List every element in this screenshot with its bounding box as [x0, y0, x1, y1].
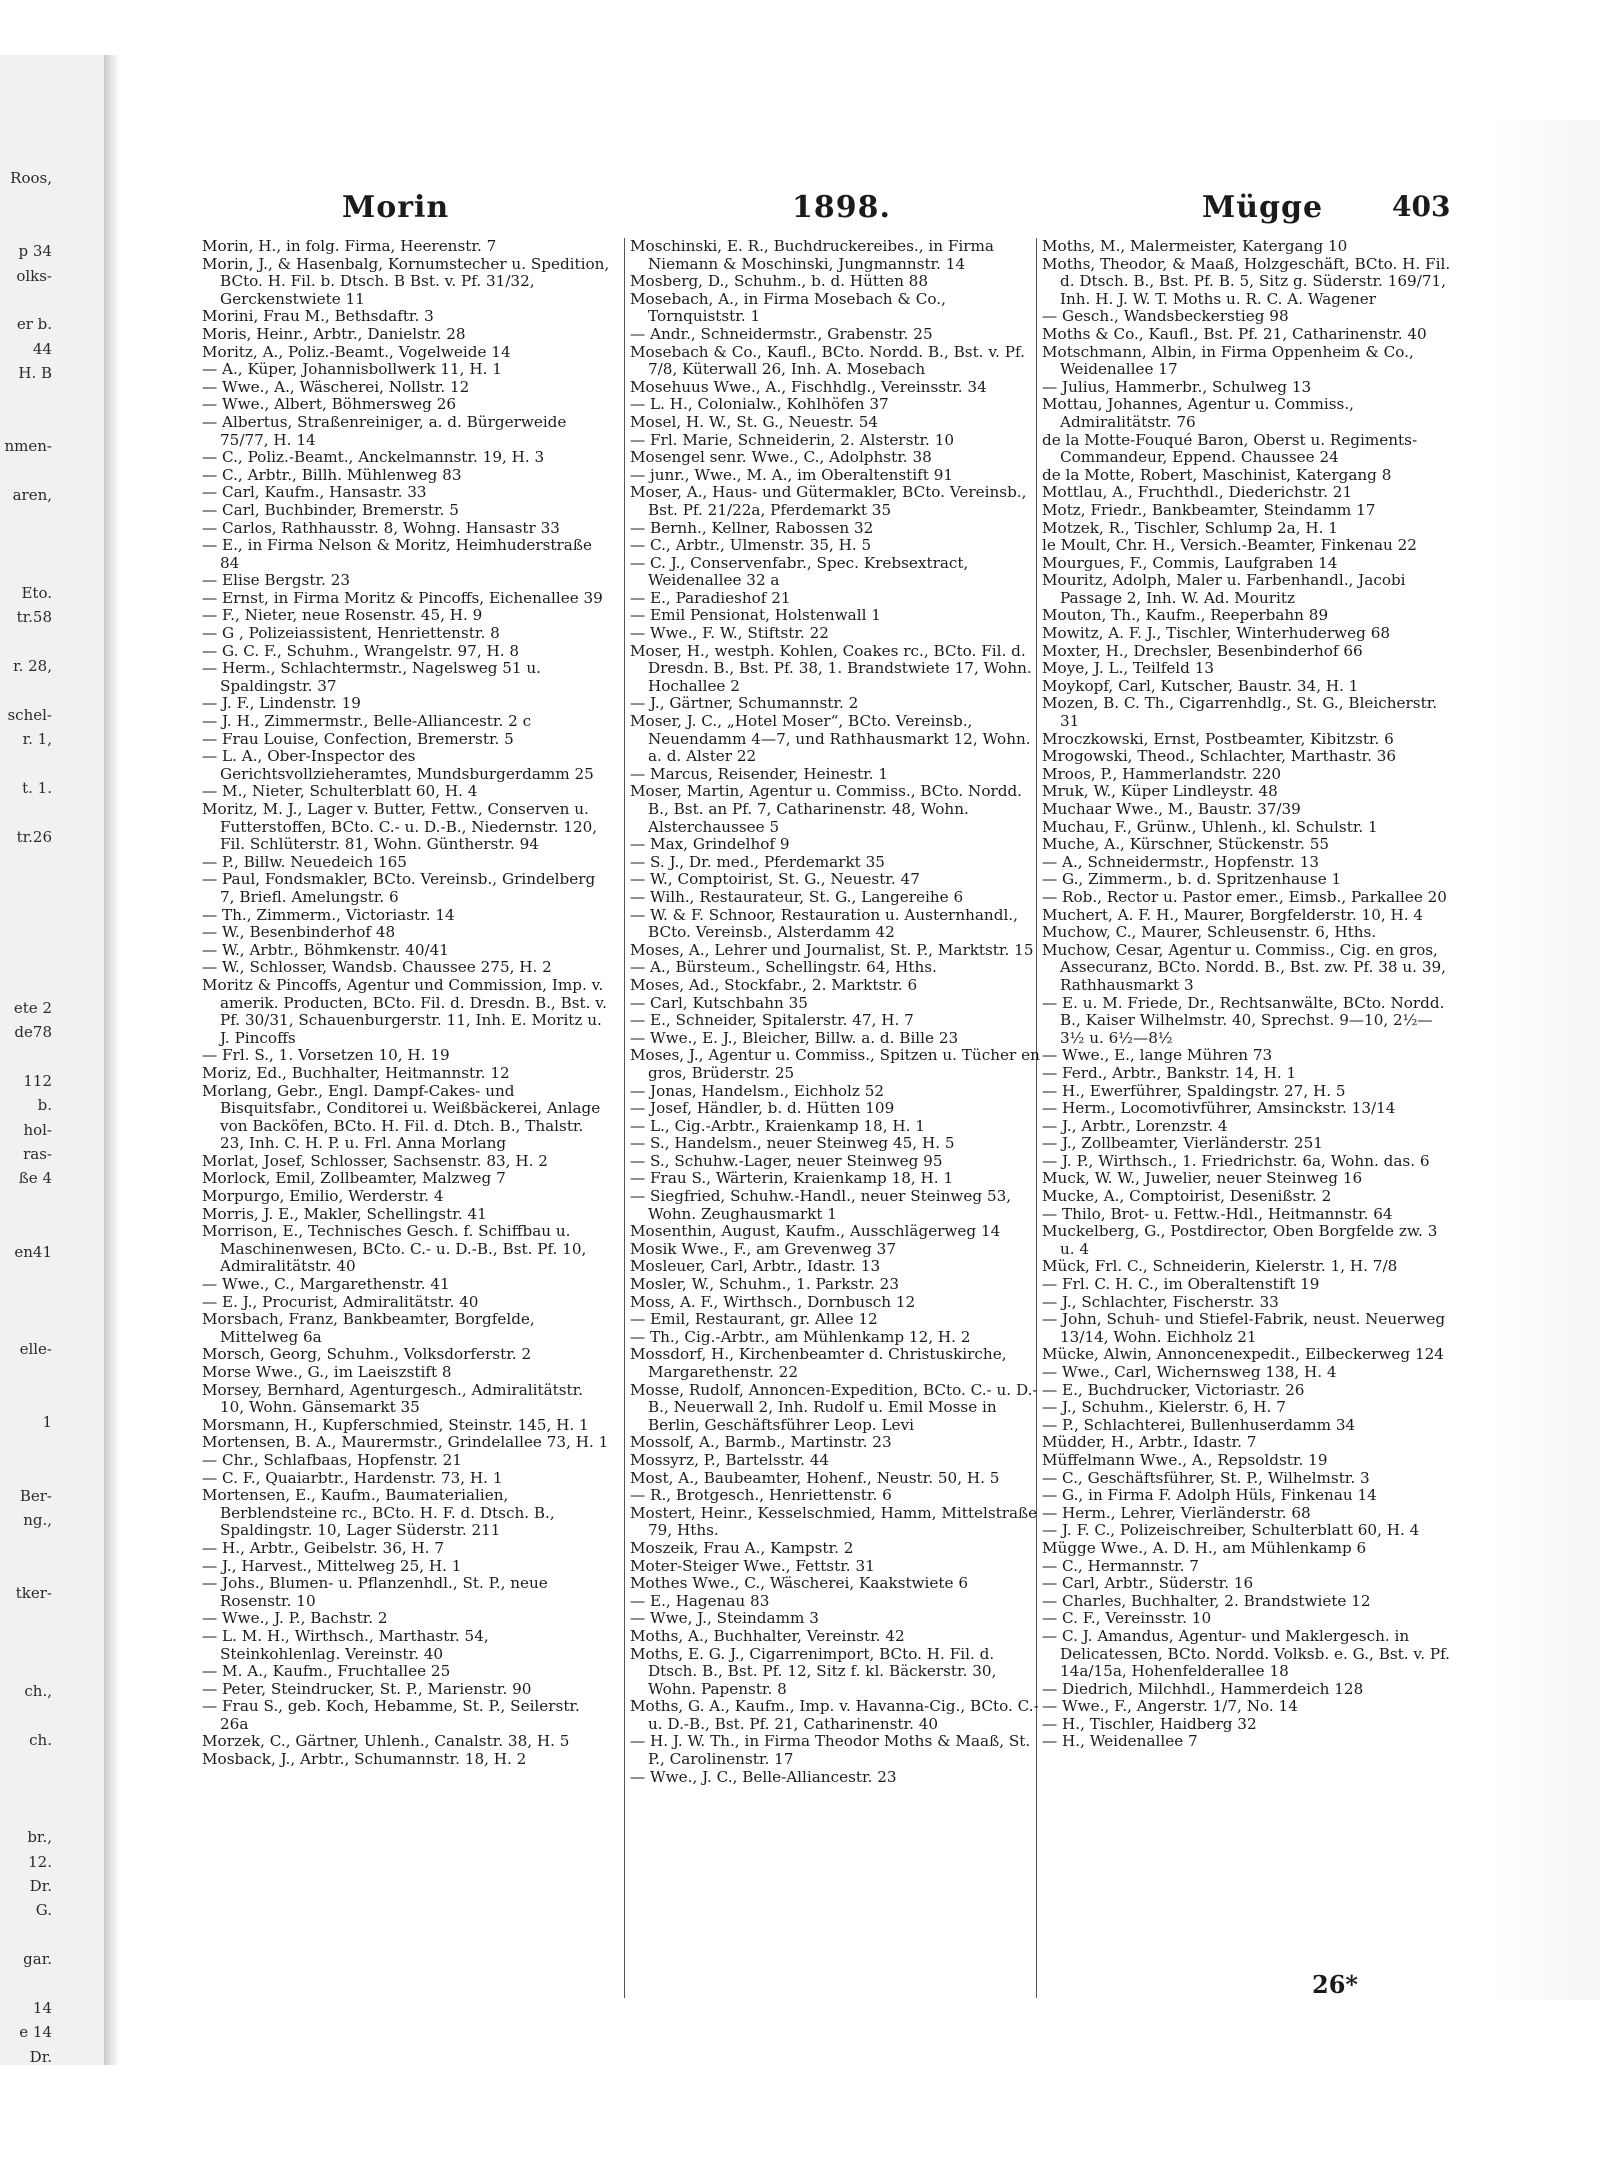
directory-entry: — C., Poliz.-Beamt., Anckelmannstr. 19, H. 3 — [202, 448, 545, 467]
directory-entry: — H., Ewerführer, Spaldingstr. 27, H. 5 — [1042, 1081, 1346, 1100]
directory-entry: — E., Buchdrucker, Victoriastr. 26 — [1042, 1380, 1305, 1399]
facing-page-line: ete 2 — [13, 998, 52, 1017]
directory-entry: Moser, A., Haus- und Gütermakler, BCto. Vereinsb., Bst. Pf. 21/22a, Pferdemarkt 35 — [630, 483, 1027, 519]
facing-page-line: ße 4 — [18, 1169, 52, 1188]
facing-page-line: Dr. — [29, 1877, 52, 1895]
directory-entry: Motz, Friedr., Bankbeamter, Steindamm 17 — [1042, 500, 1376, 519]
facing-page-line — [0, 555, 52, 582]
directory-entry: — Diedrich, Milchhdl., Hammerdeich 128 — [1042, 1679, 1364, 1698]
facing-page-line — [0, 287, 52, 314]
directory-entry: Morin, J., & Hasenbalg, Kornumstecher u. Spedition, BCto. H. Fil. b. Dtsch. B Bst. v. Pf. 31/32, Gerckenstwiete 11 — [202, 254, 610, 308]
directory-entry: Moths, Theodor, & Maaß, Holzgeschäft, BCto. H. Fil. d. Dtsch. B., Bst. Pf. B. 5, Sitz g. Süderstr. 169/71, Inh. H. J. W. T. Moths u. R. C. A. Wagener — [1042, 254, 1451, 308]
directory-entry: Moykopf, Carl, Kutscher, Baustr. 34, H. 1 — [1042, 676, 1359, 695]
directory-entry: Moser, H., westph. Kohlen, Coakes rc., BCto. Fil. d. Dresdn. B., Bst. Pf. 38, 1. Brandstwiete 17, Wohn. Hochallee 2 — [630, 641, 1032, 695]
directory-entry: — P., Schlachterei, Bullenhuserdamm 34 — [1042, 1415, 1356, 1434]
directory-entry: Mothes Wwe., C., Wäscherei, Kaakstwiete 6 — [630, 1574, 968, 1593]
directory-entry: Moths, E. G. J., Cigarrenimport, BCto. H. Fil. d. Dtsch. B., Bst. Pf. 12, Sitz f. kl. Bäckerstr. 30, Wohn. Papenstr. 8 — [630, 1644, 997, 1698]
directory-entry: — J. F., Lindenstr. 19 — [202, 694, 361, 713]
facing-page-line — [0, 897, 52, 924]
column-1 — [202, 238, 612, 1998]
directory-entry: de la Motte-Fouqué Baron, Oberst u. Regiments-Commandeur, Eppend. Chaussee 24 — [1042, 430, 1418, 467]
facing-page-line: t. 1. — [22, 779, 52, 797]
header-year: 1898. — [792, 190, 891, 225]
directory-entry: — J., Arbtr., Lorenzstr. 4 — [1042, 1116, 1228, 1135]
directory-entry: — G., in Firma F. Adolph Hüls, Finkenau 14 — [1042, 1486, 1377, 1505]
directory-entry: Morpurgo, Emilio, Werderstr. 4 — [202, 1187, 444, 1206]
directory-entry: Mroczkowski, Ernst, Postbeamter, Kibitzstr. 6 — [1042, 729, 1394, 748]
directory-entry: — M. A., Kaufm., Fruchtallee 25 — [202, 1662, 451, 1681]
facing-page-line: de78 — [14, 1023, 52, 1041]
facing-page-line — [0, 629, 52, 656]
directory-entry: — Rob., Rector u. Pastor emer., Eimsb., Parkallee 20 — [1042, 887, 1447, 906]
header-left-catchword: Morin — [342, 190, 450, 225]
facing-page-line — [0, 873, 52, 900]
directory-entry: — H., Arbtr., Geibelstr. 36, H. 7 — [202, 1538, 445, 1557]
directory-entry: — Chr., Schlafbaas, Hopfenstr. 21 — [202, 1450, 462, 1469]
directory-entry: — Peter, Steindrucker, St. P., Marienstr. 90 — [202, 1679, 532, 1698]
facing-page-line — [0, 751, 52, 778]
directory-entry: Morse Wwe., G., im Laeiszstift 8 — [202, 1363, 452, 1381]
directory-entry: Muche, A., Kürschner, Stückenstr. 55 — [1042, 835, 1330, 854]
directory-entry: — R., Brotgesch., Henriettenstr. 6 — [630, 1486, 892, 1505]
facing-page-line — [0, 1653, 52, 1680]
directory-entry: — A., Schneidermstr., Hopfenstr. 13 — [1042, 852, 1320, 871]
facing-page-line — [0, 1775, 52, 1802]
directory-entry: — Carl, Buchbinder, Bremerstr. 5 — [202, 500, 459, 519]
running-header — [192, 180, 1492, 236]
directory-entry: Muckelberg, G., Postdirector, Oben Borgfelde zw. 3 u. 4 — [1042, 1222, 1438, 1258]
directory-entry: — Frau S., Wärterin, Kraienkamp 18, H. 1 — [630, 1169, 954, 1188]
directory-entry: — C. F., Vereinsstr. 10 — [1042, 1609, 1212, 1628]
directory-entry: — A., Küper, Johannisbollwerk 11, H. 1 — [202, 360, 502, 379]
directory-entry: — Herm., Locomotivführer, Amsinckstr. 13/14 — [1042, 1099, 1396, 1118]
directory-entry: — S., Handelsm., neuer Steinweg 45, H. 5 — [630, 1134, 955, 1153]
directory-entry: Mouton, Th., Kaufm., Reeperbahn 89 — [1042, 606, 1329, 625]
directory-entry: Morlat, Josef, Schlosser, Sachsenstr. 83, H. 2 — [202, 1151, 548, 1170]
directory-entry: Morini, Frau M., Bethsdaftr. 3 — [202, 307, 434, 326]
facing-page-line: 14 — [32, 1999, 52, 2017]
directory-entry: Mruk, W., Küper Lindleystr. 48 — [1042, 782, 1278, 801]
directory-entry: — Wwe., J. C., Belle-Alliancestr. 23 — [630, 1767, 897, 1786]
directory-entry: Moss, A. F., Wirthsch., Dornbusch 12 — [630, 1292, 916, 1311]
directory-entry: — H., Tischler, Haidberg 32 — [1042, 1714, 1257, 1733]
facing-page-line — [0, 409, 52, 436]
facing-page-line — [0, 507, 52, 534]
directory-entry: — F., Nieter, neue Rosenstr. 45, H. 9 — [202, 606, 483, 625]
directory-entry: — E., Schneider, Spitalerstr. 47, H. 7 — [630, 1011, 914, 1030]
facing-page-line — [0, 1971, 52, 1998]
directory-entry: — Wwe., F., Angerstr. 1/7, No. 14 — [1042, 1697, 1298, 1716]
directory-entry: Mostert, Heinr., Kesselschmied, Hamm, Mittelstraße 79, Hths. — [630, 1503, 1038, 1540]
directory-entry: — W., Schlosser, Wandsb. Chaussee 275, H. 2 — [202, 958, 552, 977]
directory-page — [192, 180, 1492, 2020]
directory-entry: Moses, J., Agentur u. Commiss., Spitzen u. Tücher en gros, Brüderstr. 25 — [630, 1046, 1040, 1082]
directory-entry: — Wwe., A., Wäscherei, Nollstr. 12 — [202, 377, 470, 396]
directory-entry: — C. F., Quaiarbtr., Hardenstr. 73, H. 1 — [202, 1468, 503, 1487]
facing-page-line: gar. — [23, 1950, 52, 1969]
directory-entry: — C., Hermannstr. 7 — [1042, 1556, 1199, 1575]
facing-page-line: 112 — [23, 1071, 52, 1090]
facing-page-line: er b. — [16, 315, 52, 334]
directory-entry: — Bernh., Kellner, Rabossen 32 — [630, 518, 874, 537]
directory-entry: — Th., Cig.-Arbtr., am Mühlenkamp 12, H. 2 — [630, 1327, 971, 1346]
directory-entry: — P., Billw. Neuedeich 165 — [202, 852, 407, 871]
facing-page-line — [0, 1800, 52, 1827]
directory-entry: — E., Paradieshof 21 — [630, 588, 791, 607]
directory-entry: — Emil Pensionat, Holstenwall 1 — [630, 606, 881, 625]
directory-entry: Moriz, Ed., Buchhalter, Heitmannstr. 12 — [202, 1063, 510, 1082]
directory-entry: Muck, W. W., Juwelier, neuer Steinweg 16 — [1042, 1169, 1363, 1188]
directory-entry: — Marcus, Reisender, Heinestr. 1 — [630, 764, 889, 783]
directory-entry: — Wwe., Albert, Böhmersweg 26 — [202, 395, 457, 414]
facing-page-line: schel- — [7, 705, 52, 724]
facing-page-line — [0, 1214, 52, 1241]
directory-entry: Mossolf, A., Barmb., Martinstr. 23 — [630, 1433, 892, 1452]
directory-entry: — E. J., Procurist, Admiralitätstr. 40 — [202, 1292, 479, 1311]
directory-entry: Mourgues, F., Commis, Laufgraben 14 — [1042, 553, 1338, 572]
directory-entry: — G. C. F., Schuhm., Wrangelstr. 97, H. 8 — [202, 641, 520, 660]
directory-entry: — S. J., Dr. med., Pferdemarkt 35 — [630, 852, 885, 871]
directory-entry: Moschinski, E. R., Buchdruckereibes., in Firma Niemann & Moschinski, Jungmannstr. 14 — [630, 238, 994, 273]
directory-entry: Moths, G. A., Kaufm., Imp. v. Havanna-Cig., BCto. C.- u. D.-B., Bst. Pf. 21, Catharinenstr. 40 — [630, 1697, 1039, 1733]
directory-entry: — Josef, Händler, b. d. Hütten 109 — [630, 1099, 895, 1118]
facing-page-line: r. 28, — [13, 657, 52, 675]
directory-entry: — Wwe., Carl, Wichernsweg 138, H. 4 — [1042, 1363, 1337, 1381]
directory-entry: — J., Harvest., Mittelweg 25, H. 1 — [202, 1556, 462, 1575]
header-right-catchword: Mügge — [1202, 190, 1324, 225]
directory-entry: Moritz, M. J., Lager v. Butter, Fettw., Conserven u. Futterstoffen, BCto. C.- u. D.-B., Niedernstr. 120, Fil. Schlüterstr. 81, Wohn. Güntherstr. 94 — [202, 800, 598, 854]
directory-entry: — Emil, Restaurant, gr. Allee 12 — [630, 1310, 878, 1329]
facing-page-line: p 34 — [18, 242, 52, 261]
column-3 — [1042, 238, 1452, 1998]
directory-entry: Mortensen, B. A., Maurermstr., Grindelallee 73, H. 1 — [202, 1433, 609, 1452]
directory-entry: — M., Nieter, Schulterblatt 60, H. 4 — [202, 782, 478, 801]
directory-entry: — Max, Grindelhof 9 — [630, 835, 790, 854]
facing-page-line — [0, 946, 52, 973]
directory-entry: — J., Schuhm., Kielerstr. 6, H. 7 — [1042, 1398, 1286, 1417]
facing-page-line — [0, 1702, 52, 1729]
facing-page-line: 1 — [42, 1413, 52, 1432]
directory-entry: — C., Arbtr., Ulmenstr. 35, H. 5 — [630, 536, 872, 555]
directory-entry: Muchaar Wwe., M., Baustr. 37/39 — [1042, 800, 1301, 818]
directory-entry: Mossyrz, P., Bartelsstr. 44 — [630, 1450, 830, 1469]
directory-entry: — Th., Zimmerm., Victoriastr. 14 — [202, 905, 455, 924]
directory-entry: — C. J. Amandus, Agentur- und Maklergesch. in Delicatessen, BCto. Nordd. Volksb. e. G., Bst. v. Pf. 14a/15a, Hohenfelderallee 18 — [1042, 1626, 1450, 1681]
facing-page-line: elle- — [19, 1340, 52, 1359]
directory-entry: — Siegfried, Schuhw.-Handl., neuer Steinweg 53, Wohn. Zeughausmarkt 1 — [630, 1187, 1012, 1223]
directory-entry: Moritz, A., Poliz.-Beamt., Vogelweide 14 — [202, 342, 511, 361]
directory-entry: de la Motte, Robert, Maschinist, Katergang 8 — [1042, 465, 1392, 484]
directory-entry: — J. F. C., Polizeischreiber, Schulterblatt 60, H. 4 — [1042, 1521, 1420, 1540]
directory-entry: Mück, Frl. C., Schneiderin, Kielerstr. 1, H. 7/8 — [1042, 1257, 1398, 1276]
directory-entry: — Wwe., C., Margarethenstr. 41 — [202, 1275, 450, 1294]
directory-entry: Mowitz, A. F. J., Tischler, Winterhuderweg 68 — [1042, 624, 1391, 643]
facing-page-line — [0, 799, 52, 826]
directory-entry: Motzek, R., Tischler, Schlump 2a, H. 1 — [1042, 518, 1338, 537]
directory-entry: — C. J., Conservenfabr., Spec. Krebsextract, Weidenallee 32 a — [630, 553, 969, 590]
directory-entry: — H., Weidenallee 7 — [1042, 1732, 1198, 1751]
facing-page-line: Dr. — [29, 2047, 52, 2065]
directory-entry: — Wwe., E., lange Mühren 73 — [1042, 1046, 1273, 1065]
directory-entry: — Carlos, Rathhausstr. 8, Wohng. Hansastr 33 — [202, 518, 560, 537]
directory-entry: Mottlau, A., Fruchthdl., Diederichstr. 21 — [1042, 483, 1353, 502]
directory-entry: — Carl, Kutschbahn 35 — [630, 993, 808, 1012]
directory-entry: — L. H., Colonialw., Kohlhöfen 37 — [630, 395, 889, 414]
directory-entry: — A., Bürsteum., Schellingstr. 64, Hths. — [630, 958, 937, 977]
directory-entry: Muchow, Cesar, Agentur u. Commiss., Cig. en gros, Assecuranz, BCto. Nordd. B., Bst. zw. Pf. 38 u. 39, Rathhausmarkt 3 — [1042, 940, 1446, 994]
directory-entry: — Frl. S., 1. Vorsetzen 10, H. 19 — [202, 1046, 450, 1065]
directory-entry: Mosse, Rudolf, Annoncen-Expedition, BCto. C.- u. D.-B., Neuerwall 2, Inh. Rudolf u. Emil Mosse in Berlin, Geschäftsführer Leop. Levi — [630, 1380, 1038, 1434]
directory-entry: — Julius, Hammerbr., Schulweg 13 — [1042, 377, 1312, 396]
facing-page-line: aren, — [12, 486, 52, 505]
directory-entry: Muchert, A. F. H., Maurer, Borgfelderstr. 10, H. 4 — [1042, 905, 1424, 924]
directory-entry: Mozen, B. C. Th., Cigarrenhdlg., St. G., Bleicherstr. 31 — [1042, 694, 1438, 731]
directory-entry: Mosenthin, August, Kaufm., Ausschlägerweg 14 — [630, 1222, 1001, 1241]
directory-entry: Moses, Ad., Stockfabr., 2. Marktstr. 6 — [630, 975, 918, 994]
directory-entry: Morsch, Georg, Schuhm., Volksdorferstr. 2 — [202, 1345, 532, 1364]
directory-entry: Moye, J. L., Teilfeld 13 — [1042, 659, 1215, 678]
directory-entry: — J. P., Wirthsch., 1. Friedrichstr. 6a, Wohn. das. 6 — [1042, 1151, 1430, 1170]
facing-page-line — [0, 921, 52, 948]
directory-entry: — S., Schuhw.-Lager, neuer Steinweg 95 — [630, 1151, 943, 1170]
facing-page-line: tker- — [15, 1584, 52, 1603]
directory-entry: — W. & F. Schnoor, Restauration u. Austernhandl., BCto. Vereinsb., Alsterdamm 42 — [630, 905, 1018, 942]
facing-page-line: tr.26 — [16, 827, 52, 846]
directory-entry: — E. u. M. Friede, Dr., Rechtsanwälte, BCto. Nordd. B., Kaiser Wilhelmstr. 40, Sprechst. 9—10, 2½—3½ u. 6½—8½ — [1042, 993, 1445, 1047]
directory-entry: le Moult, Chr. H., Versich.-Beamter, Finkenau 22 — [1042, 536, 1417, 555]
facing-page-line: ras- — [23, 1145, 52, 1163]
directory-entry: — Herm., Lehrer, Vierländerstr. 68 — [1042, 1503, 1311, 1522]
directory-entry: Mucke, A., Comptoirist, Desenißstr. 2 — [1042, 1187, 1332, 1206]
directory-entry: Mosehuus Wwe., A., Fischhdlg., Vereinsstr. 34 — [630, 377, 987, 396]
directory-entry: Mügge Wwe., A. D. H., am Mühlenkamp 6 — [1042, 1538, 1367, 1557]
facing-page-line: Ber- — [19, 1486, 52, 1505]
facing-page-line: ch., — [24, 1681, 52, 1700]
directory-entry: — Andr., Schneidermstr., Grabenstr. 25 — [630, 324, 933, 343]
directory-entry: — Wilh., Restaurateur, St. G., Langereihe 6 — [630, 887, 964, 906]
directory-entry: Moser, Martin, Agentur u. Commiss., BCto. Nordd. B., Bst. an Pf. 7, Catharinenstr. 48, Wohn. Alsterchaussee 5 — [630, 782, 1023, 836]
directory-entry: — W., Comptoirist, St. G., Neuestr. 47 — [630, 870, 920, 889]
facing-page-line — [0, 214, 52, 241]
directory-entry: Morsmann, H., Kupferschmied, Steinstr. 145, H. 1 — [202, 1415, 589, 1434]
facing-page-line: 44 — [32, 339, 52, 358]
directory-entry: Mosleuer, Carl, Arbtr., Idastr. 13 — [630, 1257, 881, 1276]
directory-entry: Mrogowski, Theod., Schlachter, Marthastr. 36 — [1042, 747, 1397, 766]
directory-entry: Moser, J. C., „Hotel Moser“, BCto. Vereinsb., Neuendamm 4—7, und Rathhausmarkt 12, Wohn. a. d. Alster 22 — [630, 712, 1031, 766]
directory-entry: — Carl, Kaufm., Hansastr. 33 — [202, 483, 427, 502]
directory-entry: — W., Arbtr., Böhmkenstr. 40/41 — [202, 940, 449, 959]
facing-page-line: hol- — [23, 1120, 52, 1139]
directory-entry: — W., Besenbinderhof 48 — [202, 923, 396, 942]
facing-page-line — [0, 385, 52, 412]
directory-entry: — C., Geschäftsführer, St. P., Wilhelmstr. 3 — [1042, 1468, 1370, 1487]
directory-entry: — L., Cig.-Arbtr., Kraienkamp 18, H. 1 — [630, 1116, 925, 1135]
directory-entry: Mosel, H. W., St. G., Neuestr. 54 — [630, 412, 879, 431]
facing-page-line — [0, 677, 52, 704]
directory-entry: Morin, H., in folg. Firma, Heerenstr. 7 — [202, 238, 497, 255]
directory-entry: Moths, M., Malermeister, Katergang 10 — [1042, 238, 1348, 255]
directory-entry: — J., Gärtner, Schumannstr. 2 — [630, 694, 859, 713]
directory-entry: Moths & Co., Kaufl., Bst. Pf. 21, Catharinenstr. 40 — [1042, 324, 1427, 343]
column-2 — [630, 238, 1040, 1998]
facing-page-line — [0, 970, 52, 997]
facing-page-line — [0, 1458, 52, 1485]
directory-entry: — Frau S., geb. Koch, Hebamme, St. P., Seilerstr. 26a — [202, 1697, 580, 1733]
directory-entry: Morlang, Gebr., Engl. Dampf-Cakes- und Bisquitsfabr., Conditorei u. Weißbäckerei, Anlage von Backöfen, BCto. H. Fil. d. Dtch. B., Thalstr. 23, Inh. C. H. P. u. Frl. Anna Morlang — [202, 1081, 601, 1153]
facing-page-line — [0, 1043, 52, 1070]
directory-entry: — L. A., Ober-Inspector des Gerichtsvollzieheramtes, Mundsburgerdamm 25 — [202, 747, 594, 783]
facing-page-line: br., — [27, 1828, 52, 1847]
directory-entry: — junr., Wwe., M. A., im Oberaltenstift 91 — [630, 465, 954, 484]
directory-entry: — Wwe, J., Steindamm 3 — [630, 1609, 819, 1628]
facing-page-line: tr.58 — [16, 608, 52, 627]
directory-entry: — Johs., Blumen- u. Pflanzenhdl., St. P., neue Rosenstr. 10 — [202, 1574, 548, 1610]
directory-entry: Mossdorf, H., Kirchenbeamter d. Christuskirche, Margarethenstr. 22 — [630, 1345, 1007, 1381]
directory-entry: — C., Arbtr., Billh. Mühlenweg 83 — [202, 465, 462, 484]
directory-entry: Morlock, Emil, Zollbeamter, Malzweg 7 — [202, 1169, 506, 1188]
directory-entry: Mücke, Alwin, Annoncenexpedit., Eilbeckerweg 124 — [1042, 1345, 1444, 1364]
directory-entry: — Frl. C. H. C., im Oberaltenstift 19 — [1042, 1275, 1320, 1294]
directory-entry: Morris, J. E., Makler, Schellingstr. 41 — [202, 1204, 487, 1223]
facing-page-line — [0, 848, 52, 875]
facing-page-line — [0, 1922, 52, 1949]
directory-entry: Mosebach, A., in Firma Mosebach & Co., Tornquiststr. 1 — [630, 289, 946, 326]
directory-entry: — Ernst, in Firma Moritz & Pincoffs, Eichenallee 39 — [202, 588, 603, 607]
facing-page-line: 12. — [28, 1852, 52, 1871]
directory-entry: Moritz & Pincoffs, Agentur und Commission, Imp. v. amerik. Producten, BCto. Fil. d. Dresdn. B., Bst. v. Pf. 30/31, Schauenburgerstr. 11, Inh. E. Moritz u. J. Pincoffs — [202, 975, 607, 1047]
directory-entry: Mottau, Johannes, Agentur u. Commiss., Admiralitätstr. 76 — [1042, 395, 1354, 431]
directory-entry: — Wwe., E. J., Bleicher, Billw. a. d. Bille 23 — [630, 1028, 959, 1047]
facing-page-line — [0, 1361, 52, 1388]
facing-page-line — [0, 1629, 52, 1656]
directory-entry: Müffelmann Wwe., A., Repsoldstr. 19 — [1042, 1450, 1328, 1469]
directory-entry: Mosberg, D., Schuhm., b. d. Hütten 88 — [630, 272, 929, 291]
facing-page-line — [0, 1287, 52, 1314]
facing-page-line: Eto. — [21, 583, 52, 602]
signature-mark: 26* — [1312, 1970, 1358, 1999]
directory-entry: — Herm., Schlachtermstr., Nagelsweg 51 u. Spaldingstr. 37 — [202, 659, 542, 695]
directory-entry: — J., Schlachter, Fischerstr. 33 — [1042, 1292, 1279, 1311]
directory-entry: — Albertus, Straßenreiniger, a. d. Bürgerweide 75/77, H. 14 — [202, 412, 567, 449]
directory-entry: Morzek, C., Gärtner, Uhlenh., Canalstr. 38, H. 5 — [202, 1732, 570, 1751]
facing-page-line: olks- — [16, 266, 52, 285]
facing-page-line — [0, 1751, 52, 1778]
directory-entry: Moths, A., Buchhalter, Vereinstr. 42 — [630, 1626, 905, 1645]
directory-entry: — G., Zimmerm., b. d. Spritzenhause 1 — [1042, 870, 1342, 889]
directory-entry: Moxter, H., Drechsler, Besenbinderhof 66 — [1042, 641, 1363, 660]
directory-entry: Moszeik, Frau A., Kampstr. 2 — [630, 1538, 854, 1557]
directory-entry: Muchow, C., Maurer, Schleusenstr. 6, Hths. — [1042, 923, 1377, 942]
facing-page-line — [0, 1190, 52, 1217]
directory-entry: Mortensen, E., Kaufm., Baumaterialien, Berblendsteine rc., BCto. H. F. d. Dtsch. B., Spaldingstr. 10, Lager Süderstr. 211 — [202, 1486, 555, 1540]
page-number: 403 — [1392, 190, 1451, 223]
directory-entry: Moses, A., Lehrer und Journalist, St. P., Marktstr. 15 — [630, 940, 1034, 959]
facing-page-line — [0, 1605, 52, 1632]
directory-entry: — L. M. H., Wirthsch., Marthastr. 54, Steinkohlenlag. Vereinstr. 40 — [202, 1626, 489, 1663]
directory-entry: — Wwe., F. W., Stiftstr. 22 — [630, 624, 829, 643]
directory-entry: Mosback, J., Arbtr., Schumannstr. 18, H. 2 — [202, 1750, 527, 1769]
facing-page-line: ng., — [23, 1511, 52, 1529]
directory-entry: — Gesch., Wandsbeckerstieg 98 — [1042, 307, 1289, 326]
facing-page-line — [0, 1263, 52, 1290]
directory-entry: Mroos, P., Hammerlandstr. 220 — [1042, 764, 1282, 783]
directory-entry: — John, Schuh- und Stiefel-Fabrik, neust. Neuerweg 13/14, Wohn. Eichholz 21 — [1042, 1310, 1446, 1346]
directory-entry: Most, A., Baubeamter, Hohenf., Neustr. 50, H. 5 — [630, 1468, 1000, 1487]
directory-entry: — Carl, Arbtr., Süderstr. 16 — [1042, 1574, 1254, 1593]
directory-entry: — Frau Louise, Confection, Bremerstr. 5 — [202, 729, 514, 748]
directory-entry: Moris, Heinr., Arbtr., Danielstr. 28 — [202, 324, 466, 343]
directory-entry: — H. J. W. Th., in Firma Theodor Moths & Maaß, St. P., Carolinenstr. 17 — [630, 1732, 1031, 1769]
facing-page-line: b. — [37, 1096, 52, 1115]
directory-entry: — Ferd., Arbtr., Bankstr. 14, H. 1 — [1042, 1063, 1297, 1082]
facing-page-line — [0, 531, 52, 558]
directory-entry: — E., Hagenau 83 — [630, 1591, 770, 1610]
directory-entry: Morsey, Bernhard, Agenturgesch., Admiralitätstr. 10, Wohn. Gänsemarkt 35 — [202, 1380, 584, 1417]
facing-page-line: H. B — [18, 364, 52, 383]
directory-entry: Mosler, W., Schuhm., 1. Parkstr. 23 — [630, 1275, 899, 1294]
directory-entry: — Frl. Marie, Schneiderin, 2. Alsterstr. 10 — [630, 430, 955, 449]
facing-page-line — [0, 1434, 52, 1461]
directory-entry: — E., in Firma Nelson & Moritz, Heimhuderstraße 84 — [202, 536, 592, 572]
facing-page-line — [0, 1312, 52, 1339]
facing-page-fragment — [0, 55, 108, 2065]
directory-entry: — Wwe., J. P., Bachstr. 2 — [202, 1609, 388, 1628]
facing-page-line — [0, 1385, 52, 1412]
directory-entry: Morsbach, Franz, Bankbeamter, Borgfelde, Mittelweg 6a — [202, 1310, 535, 1346]
entry-columns — [192, 238, 1492, 1998]
directory-entry: — Elise Bergstr. 23 — [202, 571, 351, 590]
facing-page-line: Roos, — [10, 169, 52, 187]
directory-entry: Mosebach & Co., Kaufl., BCto. Nordd. B., Bst. v. Pf. 7/8, Küterwall 26, Inh. A. Mosebach — [630, 342, 1025, 379]
facing-page-line: G. — [35, 1901, 52, 1920]
directory-entry: Mosik Wwe., F., am Grevenweg 37 — [630, 1239, 896, 1258]
directory-entry: Morrison, E., Technisches Gesch. f. Schiffbau u. Maschinenwesen, BCto. C.- u. D.-B., Bst. Pf. 10, Admiralitätstr. 40 — [202, 1222, 587, 1276]
book-spine-shadow — [104, 55, 120, 2065]
directory-entry: Mosengel senr. Wwe., C., Adolphstr. 38 — [630, 448, 932, 467]
directory-entry: Motschmann, Albin, in Firma Oppenheim & Co., Weidenallee 17 — [1042, 342, 1414, 379]
facing-page-line — [0, 189, 52, 216]
directory-entry: Mouritz, Adolph, Maler u. Farbenhandl., Jacobi Passage 2, Inh. W. Ad. Mouritz — [1042, 571, 1406, 607]
facing-page-line: ch. — [29, 1730, 52, 1749]
directory-entry: — Charles, Buchhalter, 2. Brandstwiete 12 — [1042, 1591, 1371, 1610]
directory-entry: Müdder, H., Arbtr., Idastr. 7 — [1042, 1433, 1257, 1452]
directory-entry: Muchau, F., Grünw., Uhlenh., kl. Schulstr. 1 — [1042, 817, 1378, 836]
facing-page-line: en41 — [14, 1242, 52, 1261]
page-edge — [1490, 120, 1600, 2000]
directory-entry: Moter-Steiger Wwe., Fettstr. 31 — [630, 1556, 875, 1575]
directory-entry: — Paul, Fondsmakler, BCto. Vereinsb., Grindelberg 7, Briefl. Amelungstr. 6 — [202, 870, 596, 906]
directory-entry: — Thilo, Brot- u. Fettw.-Hdl., Heitmannstr. 64 — [1042, 1204, 1393, 1223]
facing-page-line — [0, 1556, 52, 1583]
facing-page-line: nmen- — [4, 437, 52, 456]
facing-page-line: e 14 — [19, 2023, 52, 2042]
directory-entry: — J., Zollbeamter, Vierländerstr. 251 — [1042, 1134, 1323, 1153]
facing-page-line: r. 1, — [22, 730, 52, 749]
facing-page-line — [0, 1531, 52, 1558]
directory-entry: — Jonas, Handelsm., Eichholz 52 — [630, 1081, 885, 1100]
directory-entry: — G , Polizeiassistent, Henriettenstr. 8 — [202, 624, 500, 643]
directory-entry: — J. H., Zimmermstr., Belle-Alliancestr. 2 c — [202, 712, 532, 731]
facing-page-line — [0, 458, 52, 485]
